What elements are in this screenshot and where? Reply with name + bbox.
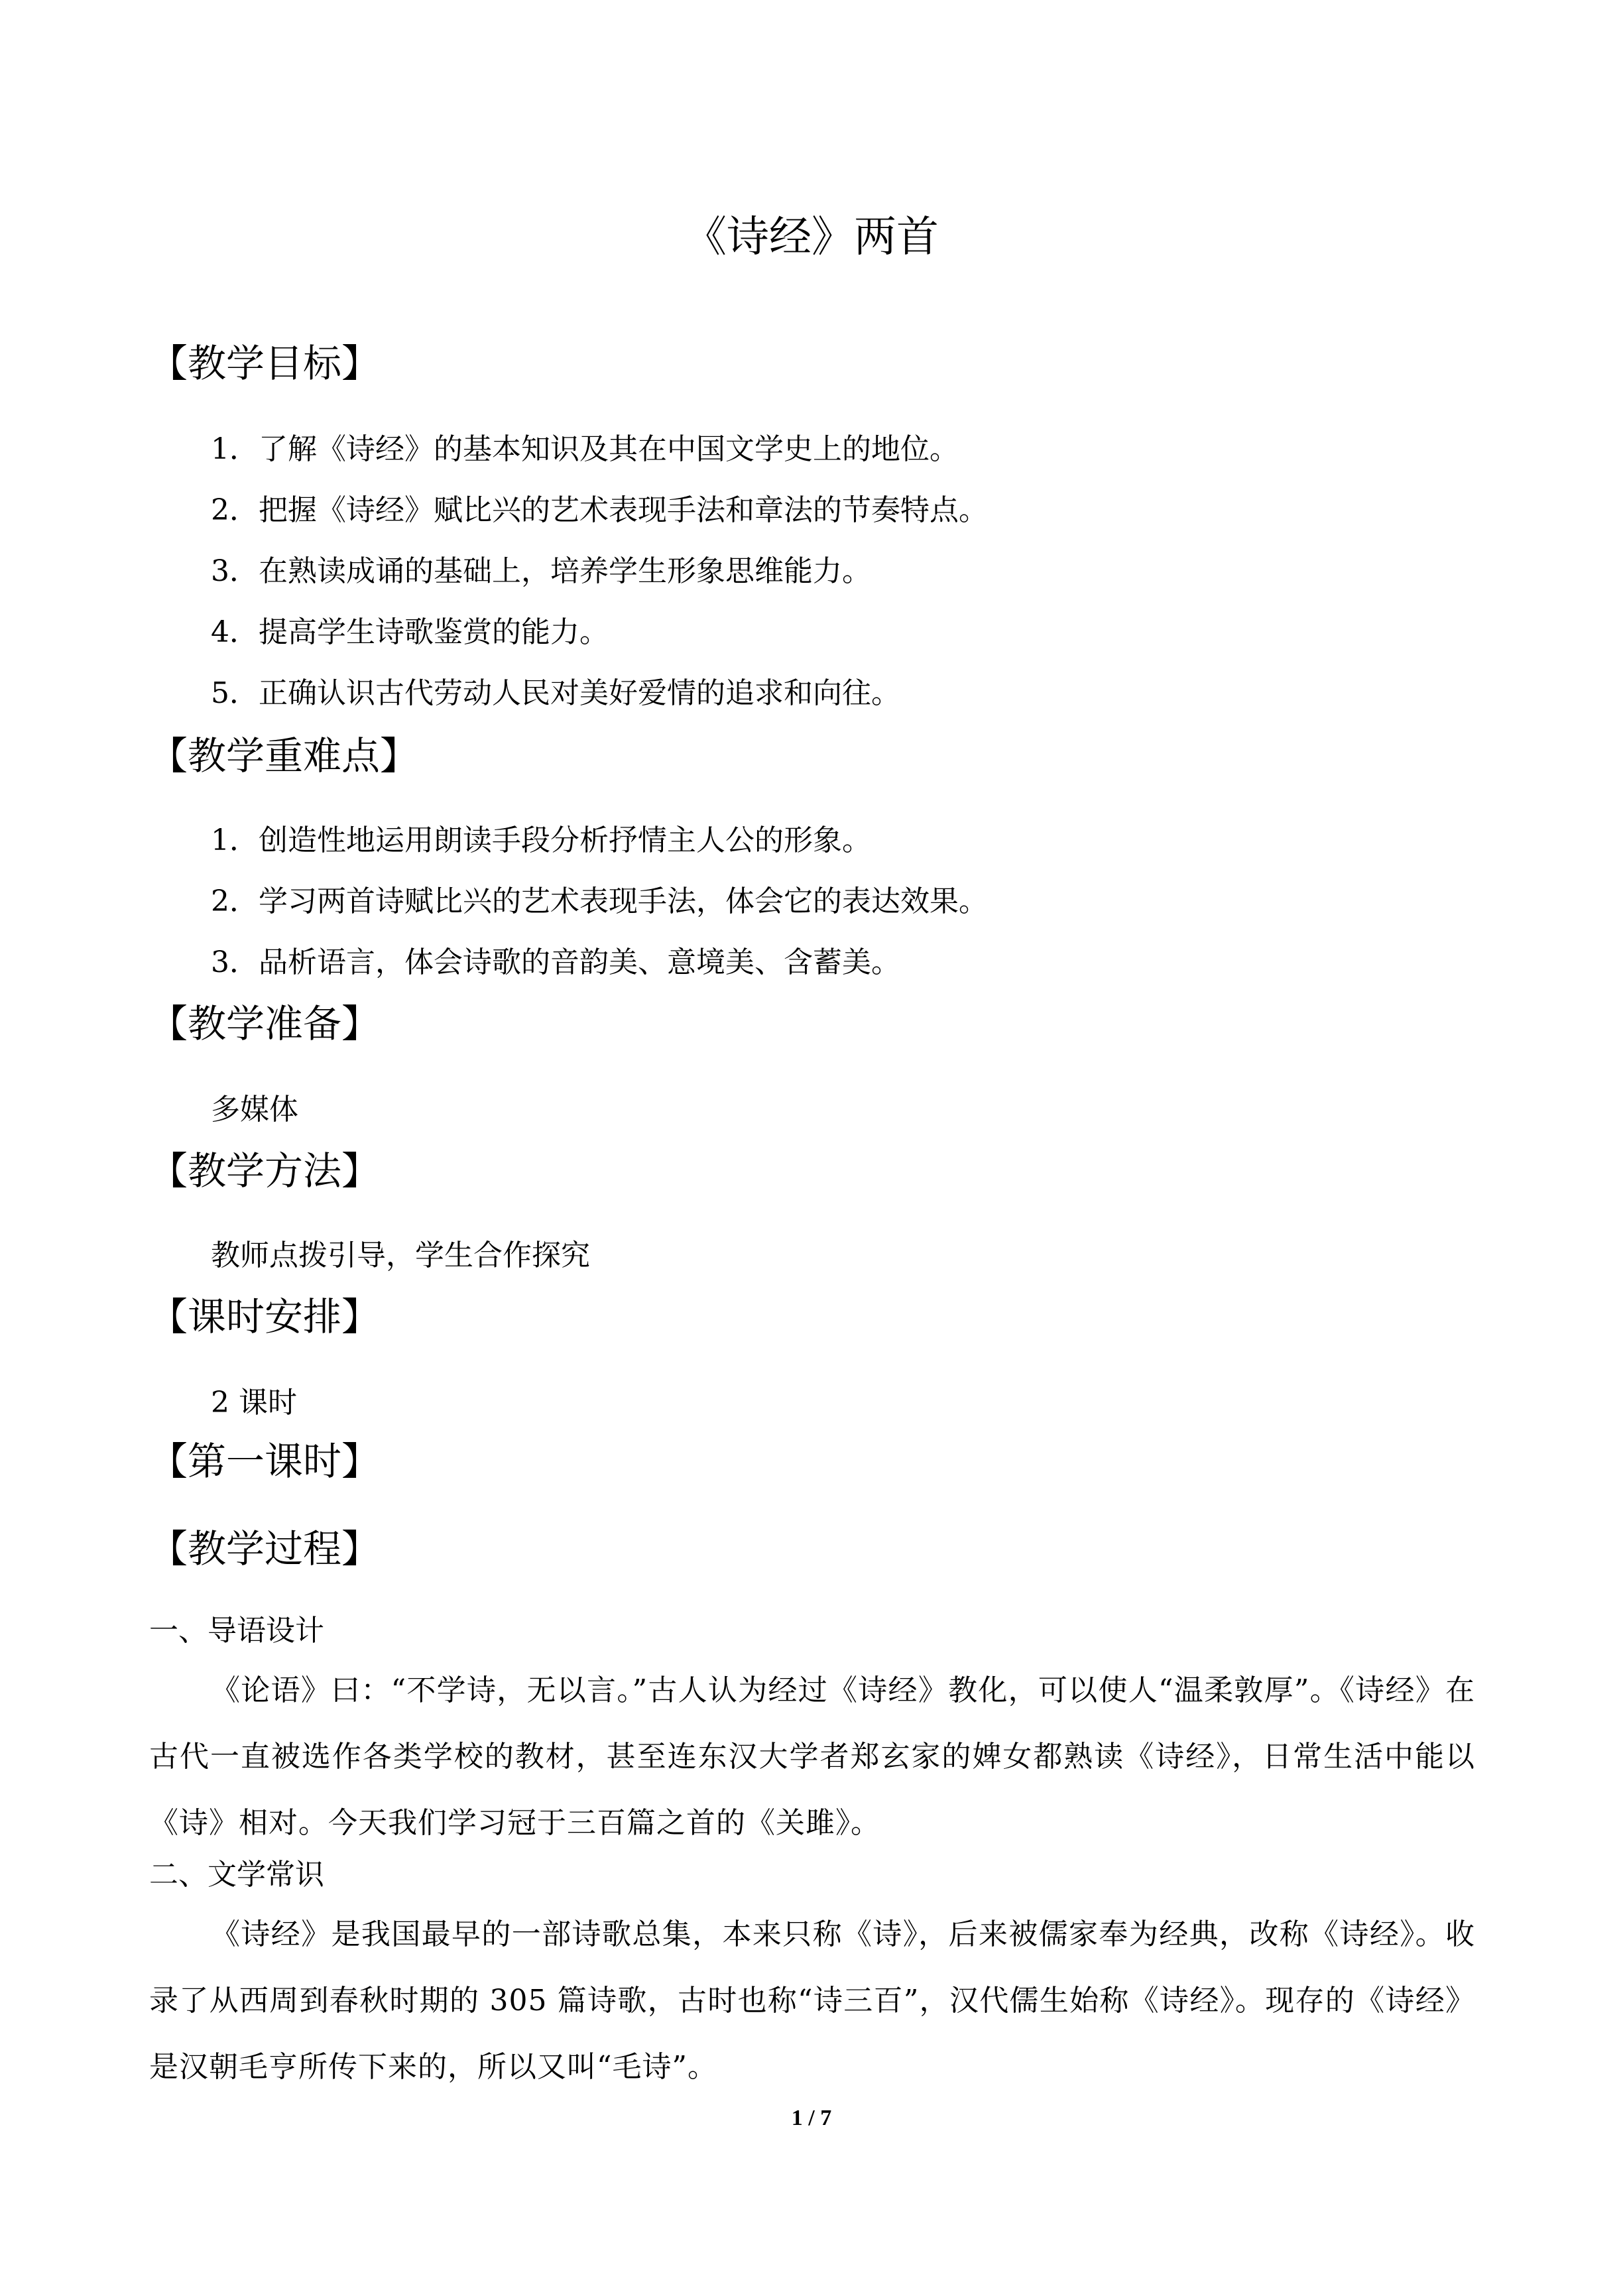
key-point-item-2 [211, 883, 988, 920]
heading-key-points: 【教学重难点】 [149, 733, 419, 778]
key-point-item-3 [211, 944, 900, 981]
goal-item-text: 正确认识古代劳动人民对美好爱情的追求和向往。 [259, 676, 900, 710]
heading-schedule: 【课时安排】 [149, 1294, 381, 1339]
schedule-text: 2 课时 [211, 1386, 297, 1420]
goal-item-1 [211, 431, 959, 468]
goal-item-3 [211, 553, 871, 590]
process-paragraph-literature: 《诗经》是我国最早的一部诗歌总集，本来只称《诗》，后来被儒家奉为经典，改称《诗经》。收录了从西周到春秋时期的 305 篇诗歌，古时也称“诗三百”，汉代儒生始称《诗经》。现存的《诗经》是汉朝毛亨所传下来的，所以又叫“毛诗”。 [149, 1917, 1475, 2084]
key-point-text: 品析语言，体会诗歌的音韵美、意境美、含蓄美。 [259, 945, 900, 979]
goal-item-2 [211, 492, 988, 529]
process-paragraph-intro: 《论语》曰：“不学诗，无以言。”古人认为经过《诗经》教化，可以使人“温柔敦厚”。《诗经》在古代一直被选作各类学校的教材，甚至连东汉大学者郑玄家的婢女都熟读《诗经》，日常生活中能以《诗》相对。今天我们学习冠于三百篇之首的《关雎》。 [149, 1673, 1475, 1840]
goal-item-number: 5． [211, 676, 259, 710]
goal-item-5 [211, 675, 900, 712]
process-subhead-literature: 二、文学常识 [149, 1858, 324, 1892]
goal-item-number: 2． [211, 493, 259, 527]
goal-item-text: 在熟读成诵的基础上，培养学生形象思维能力。 [259, 554, 871, 588]
key-point-text: 学习两首诗赋比兴的艺术表现手法，体会它的表达效果。 [259, 884, 988, 918]
heading-goals: 【教学目标】 [149, 341, 381, 386]
preparation-text: 多媒体 [211, 1093, 298, 1126]
method-text: 教师点拨引导，学生合作探究 [211, 1239, 590, 1272]
key-point-number: 3． [211, 945, 259, 979]
key-point-item-1 [211, 822, 871, 859]
document-title: 《诗经》两首 [684, 213, 939, 262]
goal-item-number: 4． [211, 615, 259, 649]
heading-process: 【教学过程】 [149, 1526, 381, 1571]
heading-lesson-one: 【第一课时】 [149, 1439, 381, 1484]
key-point-text: 创造性地运用朗读手段分析抒情主人公的形象。 [259, 823, 871, 857]
heading-method: 【教学方法】 [149, 1148, 381, 1193]
goal-item-text: 把握《诗经》赋比兴的艺术表现手法和章法的节奏特点。 [259, 493, 988, 527]
goal-item-number: 1． [211, 432, 259, 466]
key-point-number: 2． [211, 884, 259, 918]
goal-item-4 [211, 614, 609, 651]
page-number: 1 / 7 [791, 2106, 832, 2130]
key-point-number: 1． [211, 823, 259, 857]
goal-item-text: 提高学生诗歌鉴赏的能力。 [259, 615, 609, 649]
process-subhead-intro: 一、导语设计 [149, 1614, 324, 1648]
goal-item-text: 了解《诗经》的基本知识及其在中国文学史上的地位。 [259, 432, 959, 466]
goal-item-number: 3． [211, 554, 259, 588]
heading-preparation: 【教学准备】 [149, 1001, 381, 1046]
